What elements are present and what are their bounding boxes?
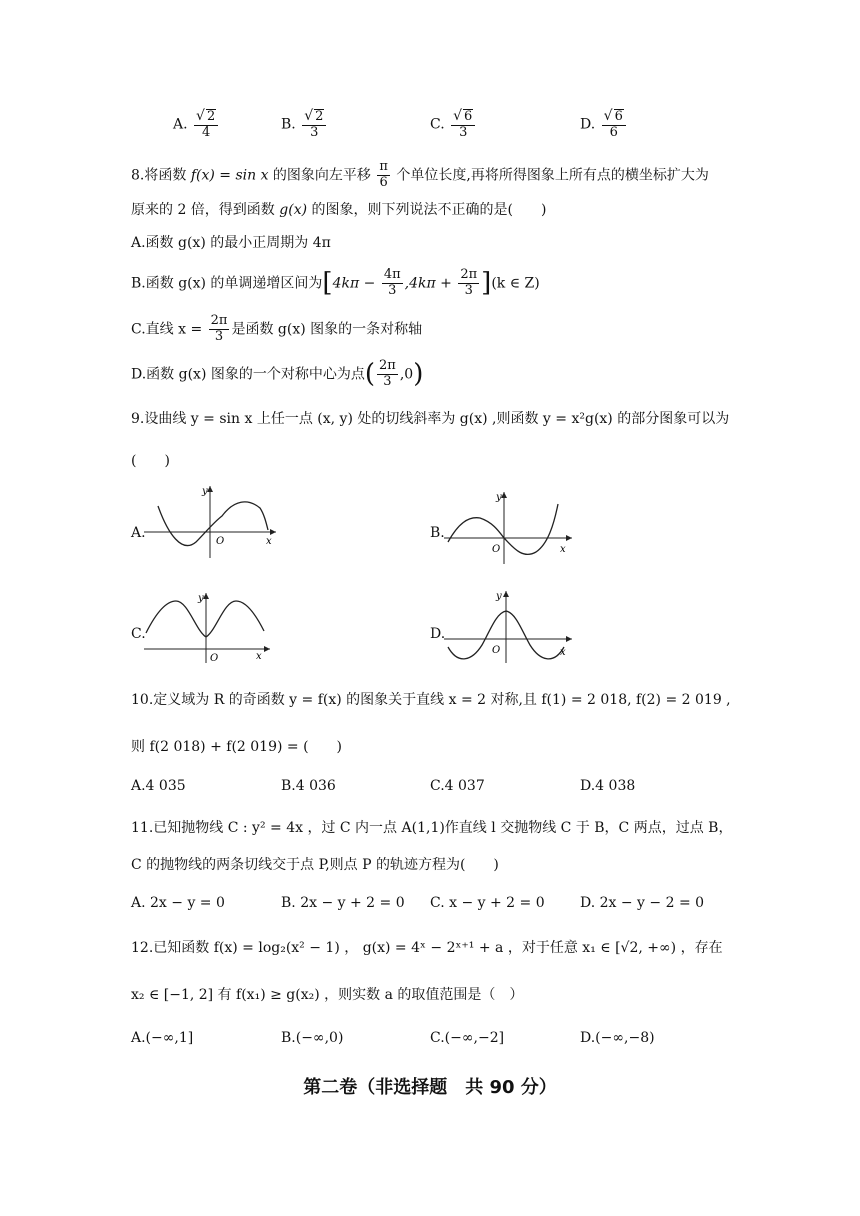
axis-x-label: x bbox=[256, 651, 262, 662]
q11-option-c: C. x − y + 2 = 0 bbox=[430, 895, 545, 911]
axis-x-label: x bbox=[560, 544, 566, 555]
q10-option-a: A.4 035 bbox=[131, 778, 186, 794]
q9-graph-d-label: D. bbox=[430, 626, 446, 642]
q12-stem-line1: 12.已知函数 f(x) = log₂(x² − 1) ， g(x) = 4ˣ − 2ˣ⁺¹ + a ，对于任意 x₁ ∈ [√2, +∞) ，存在 bbox=[131, 940, 723, 956]
q9-graph-a bbox=[144, 484, 278, 560]
q10-option-c: C.4 037 bbox=[430, 778, 485, 794]
q7-option-c: C. $\frac{√ 6}{3}$ bbox=[430, 108, 477, 141]
q10-option-b: B.4 036 bbox=[281, 778, 336, 794]
q9-graph-a-label: A. bbox=[131, 525, 146, 541]
q7-option-b: B. $\frac{√ 2}{3}$ bbox=[281, 108, 328, 141]
axis-x-label: x bbox=[266, 536, 272, 547]
q8-option-d: D.函数 g(x) 图象的一个对称中心为点( $\frac{2\pi}{3}$ ,0) bbox=[131, 358, 424, 390]
q12-option-c: C.(−∞,−2] bbox=[430, 1030, 505, 1046]
q12-stem-line2: x₂ ∈ [−1, 2] 有 f(x₁) ≥ g(x₂) ，则实数 a 的取值范围是（ ） bbox=[131, 987, 524, 1003]
q10-stem-line1: 10.定义域为 R 的奇函数 y = f(x) 的图象关于直线 x = 2 对称,且 f(1) = 2 018, f(2) = 2 019 , bbox=[131, 692, 731, 708]
axis-y-label: y bbox=[496, 492, 502, 503]
axis-y-label: y bbox=[496, 591, 502, 602]
origin-label: O bbox=[216, 536, 225, 547]
q8-stem-line1: 8.将函数 f(x) = sin x 的图象向左平移 $\frac{\pi}{6}$ 个单位长度,再将所得图象上所有点的横坐标扩大为 bbox=[131, 159, 709, 190]
axis-x-label: x bbox=[560, 647, 566, 658]
q9-graph-c bbox=[144, 591, 272, 665]
q9-answer-paren: ( ) bbox=[131, 453, 170, 469]
q9-graph-b-label: B. bbox=[430, 525, 445, 541]
q9-graph-d bbox=[444, 589, 574, 665]
q10-option-d: D.4 038 bbox=[580, 778, 636, 794]
q12-option-b: B.(−∞,0) bbox=[281, 1030, 344, 1046]
q11-option-d: D. 2x − y − 2 = 0 bbox=[580, 895, 705, 911]
q8-stem-line2: 原来的 2 倍，得到函数 g(x) 的图象，则下列说法不正确的是( ) bbox=[131, 202, 547, 218]
origin-label: O bbox=[492, 645, 501, 656]
q11-option-a: A. 2x − y = 0 bbox=[131, 895, 225, 911]
section-title: 第二卷（非选择题 共 90 分） bbox=[303, 1077, 557, 1098]
q12-option-a: A.(−∞,1] bbox=[131, 1030, 194, 1046]
q8-option-c: C.直线 x = $\frac{2\pi}{3}$ 是函数 g(x) 图象的一条对称轴 bbox=[131, 313, 423, 344]
q12-option-d: D.(−∞,−8) bbox=[580, 1030, 655, 1046]
q7-option-d: D. $\frac{√ 6}{6}$ bbox=[580, 108, 628, 141]
q7-option-a: A. $\frac{√ 2}{4}$ bbox=[173, 108, 220, 141]
origin-label: O bbox=[210, 653, 219, 664]
q9-stem: 9.设曲线 y = sin x 上任一点 (x, y) 处的切线斜率为 g(x) ,则函数 y = x²g(x) 的部分图象可以为 bbox=[131, 411, 730, 427]
axis-y-label: y bbox=[198, 593, 204, 604]
q8-option-b: B.函数 g(x) 的单调递增区间为[4kπ − $\frac{4\pi}{3}$ ,4kπ + $\frac{2\pi}{3}$ ](k ∈ Z) bbox=[131, 267, 540, 299]
q8-option-a: A.函数 g(x) 的最小正周期为 4π bbox=[131, 235, 331, 251]
q9-graph-b bbox=[444, 490, 574, 566]
q11-option-b: B. 2x − y + 2 = 0 bbox=[281, 895, 405, 911]
origin-label: O bbox=[492, 544, 501, 555]
q9-graph-c-label: C. bbox=[131, 626, 146, 642]
q11-stem-line1: 11.已知抛物线 C : y² = 4x ，过 C 内一点 A(1,1)作直线 l 交抛物线 C 于 B，C 两点，过点 B， bbox=[131, 820, 733, 836]
q10-stem-line2: 则 f(2 018) + f(2 019) = ( ) bbox=[131, 739, 343, 755]
q11-stem-line2: C 的抛物线的两条切线交于点 P,则点 P 的轨迹方程为( ) bbox=[131, 857, 499, 873]
axis-y-label: y bbox=[202, 486, 208, 497]
